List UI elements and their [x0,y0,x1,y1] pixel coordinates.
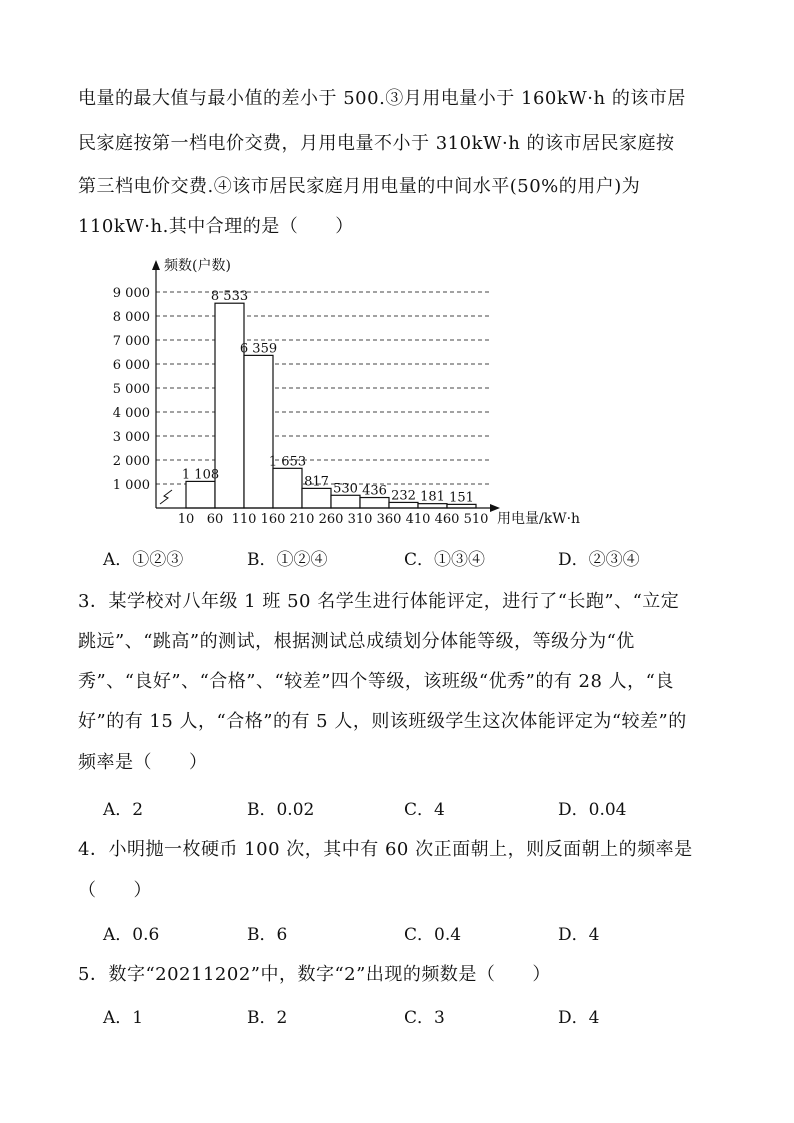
q2-option-c[interactable]: C．①③④ [404,550,486,570]
histogram-bar [186,481,215,508]
y-tick-label: 4 000 [112,406,150,421]
q3-option-c[interactable]: C．4 [404,800,445,820]
x-tick-label: 410 [405,512,431,527]
electricity-histogram [100,252,620,530]
q3-option-b[interactable]: B．0.02 [247,800,315,820]
x-tick-label: 460 [434,512,460,527]
histogram-bar [302,488,331,508]
q2-text-line-1: 电量的最大值与最小值的差小于 500.③月用电量小于 160kW·h 的该市居 [78,88,686,109]
bar-value-label: 817 [304,474,329,490]
q3-text-line-3: 秀”、“良好”、“合格”、“较差”四个等级，该班级“优秀”的有 28 人，“良 [78,671,674,692]
q5-option-b[interactable]: B．2 [247,1008,288,1028]
bar-value-label: 232 [391,488,416,504]
histogram-bar [331,495,360,508]
x-axis-label: 用电量/kW·h [497,511,581,527]
q3-option-a[interactable]: A．2 [103,800,144,820]
bar-value-label: 530 [333,481,358,497]
chart-gridlines [156,292,492,484]
q3-text-line-5: 频率是（ ） [78,752,208,773]
y-tick-label: 8 000 [112,310,150,325]
q5-text-line-1: 5．数字“20211202”中，数字“2”出现的频数是（ ） [78,964,551,985]
q4-text-line-1: 4．小明抛一枚硬币 100 次，其中有 60 次正面朝上，则反面朝上的频率是 [78,839,693,860]
q4-option-b[interactable]: B．6 [247,925,288,945]
histogram-bar [360,498,389,508]
q5-option-d[interactable]: D．4 [558,1008,600,1028]
q2-text-line-3: 第三档电价交费.④该市居民家庭月用电量的中间水平(50%的用户)为 [78,176,641,197]
q3-option-d[interactable]: D．0.04 [558,800,627,820]
histogram-bar [215,303,244,508]
y-axis-arrow-icon [152,260,160,270]
q2-option-b[interactable]: B．①②④ [247,550,328,570]
x-tick-label: 60 [206,512,224,527]
bar-value-label: 8 533 [210,289,249,305]
q5-option-c[interactable]: C．3 [404,1008,445,1028]
q3-text-line-2: 跳远”、“跳高”的测试，根据测试总成绩划分体能等级，等级分为“优 [78,631,635,652]
y-tick-label: 5 000 [112,382,150,397]
histogram-bar [244,355,273,508]
q4-option-a[interactable]: A．0.6 [103,925,160,945]
y-tick-label: 1 000 [112,478,150,493]
chart-bars [186,303,476,508]
bar-value-label: 151 [449,490,474,506]
y-tick-label: 6 000 [112,358,150,373]
x-tick-label: 110 [231,512,257,527]
axis-break-icon [160,490,172,504]
x-tick-labels [178,512,489,527]
bar-value-label: 1 108 [181,467,220,483]
q2-option-a[interactable]: A．①②③ [103,550,184,570]
q3-text-line-4: 好”的有 15 人，“合格”的有 5 人，则该班级学生这次体能评定为“较差”的 [78,711,687,732]
x-tick-label: 10 [177,512,195,527]
q2-text-line-4: 110kW·h.其中合理的是（ ） [78,216,354,237]
x-tick-label: 310 [347,512,373,527]
q4-option-d[interactable]: D．4 [558,925,600,945]
q3-text-line-1: 3．某学校对八年级 1 班 50 名学生进行体能评定，进行了“长跑”、“立定 [78,591,680,612]
x-tick-label: 210 [289,512,315,527]
q2-text-line-2: 民家庭按第一档电价交费，月用电量不小于 310kW·h 的该市居民家庭按 [78,133,675,154]
q5-option-a[interactable]: A．1 [103,1008,144,1028]
x-tick-label: 260 [318,512,344,527]
bar-value-label: 1 653 [268,454,307,470]
x-tick-label: 360 [376,512,402,527]
y-tick-label: 2 000 [112,454,150,469]
y-axis-label: 频数(户数) [164,258,231,274]
x-tick-label: 160 [260,512,286,527]
q4-text-line-2: （ ） [78,880,152,901]
q2-option-d[interactable]: D．②③④ [558,550,640,570]
bar-value-label: 6 359 [239,341,278,357]
y-tick-label: 3 000 [112,430,150,445]
bar-value-label: 181 [420,489,445,505]
y-tick-label: 9 000 [112,286,150,301]
y-tick-labels [113,286,150,493]
histogram-bar [273,468,302,508]
y-tick-label: 7 000 [112,334,150,349]
q4-option-c[interactable]: C．0.4 [404,925,462,945]
x-tick-label: 510 [463,512,489,527]
bar-value-label: 436 [362,483,387,499]
